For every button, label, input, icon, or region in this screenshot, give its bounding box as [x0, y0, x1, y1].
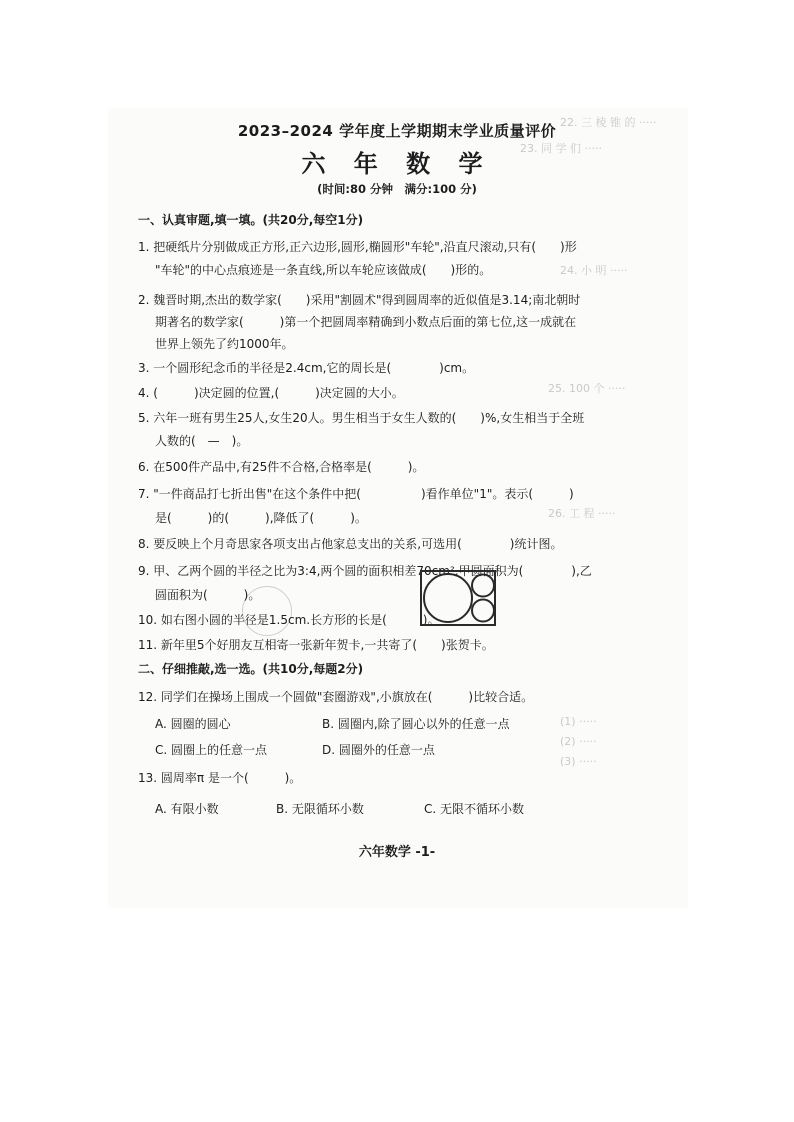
bleed-through-text: (2) ····· — [560, 735, 597, 748]
exam-meta: (时间:80 分钟 满分:100 分) — [317, 182, 477, 196]
question-5: 5. 六年一班有男生25人,女生20人。男生相当于女生人数的( )%,女生相当于全班 — [138, 411, 585, 425]
question-13: 13. 圆周率π 是一个( )。 — [138, 771, 302, 785]
question-12-option-b: B. 圆圈内,除了圆心以外的任意一点 — [322, 717, 510, 731]
question-7-cont: 是( )的( ),降低了( )。 — [155, 511, 367, 525]
question-10: 10. 如右图小圆的半径是1.5cm.长方形的长是( )。 — [138, 613, 440, 627]
question-8: 8. 要反映上个月奇思家各项支出占他家总支出的关系,可选用( )统计图。 — [138, 537, 563, 551]
section-heading-choice: 二、仔细推敲,选一选。(共10分,每题2分) — [138, 662, 364, 676]
bleed-through-text: (1) ····· — [560, 715, 597, 728]
section-heading-fill: 一、认真审题,填一填。(共20分,每空1分) — [138, 213, 364, 227]
question-9: 9. 甲、乙两个圆的半径之比为3:4,两个圆的面积相差70cm²,甲圆面积为( ),乙 — [138, 564, 592, 578]
question-2-cont: 世界上领先了约1000年。 — [155, 337, 294, 351]
question-1-cont: "车轮"的中心点痕迹是一条直线,所以车轮应该做成( )形的。 — [155, 263, 492, 277]
question-13-option-a: A. 有限小数 — [155, 802, 219, 816]
question-11: 11. 新年里5个好朋友互相寄一张新年贺卡,一共寄了( )张贺卡。 — [138, 638, 494, 652]
question-9-cont: 圆面积为( )。 — [155, 588, 261, 602]
question-12-option-c: C. 圆圈上的任意一点 — [155, 743, 268, 757]
question-3: 3. 一个圆形纪念币的半径是2.4cm,它的周长是( )cm。 — [138, 361, 475, 375]
bleed-through-text: 22. 三 棱 锥 的 ····· — [560, 116, 657, 129]
question-12: 12. 同学们在操场上围成一个圆做"套圈游戏",小旗放在( )比较合适。 — [138, 690, 534, 704]
question-4: 4. ( )决定圆的位置,( )决定圆的大小。 — [138, 386, 404, 400]
question-5-cont: 人数的( — )。 — [155, 434, 249, 448]
rectangle-circles-figure — [420, 570, 496, 626]
bleed-through-text: 26. 工 程 ····· — [548, 507, 616, 520]
question-13-option-c: C. 无限不循环小数 — [424, 802, 525, 816]
bleed-through-text: 25. 100 个 ····· — [548, 382, 626, 395]
question-2: 2. 魏晋时期,杰出的数学家( )采用"割圆术"得到圆周率的近似值是3.14;南北朝时 — [138, 293, 581, 307]
question-7: 7. "一件商品打七折出售"在这个条件中把( )看作单位"1"。表示( ) — [138, 487, 574, 501]
circles-diagram-icon — [422, 572, 494, 624]
question-2-cont: 期著名的数学家( )第一个把圆周率精确到小数点后面的第七位,这一成就在 — [155, 315, 577, 329]
question-13-option-b: B. 无限循环小数 — [276, 802, 364, 816]
page-footer: 六年数学 -1- — [358, 845, 436, 860]
question-6: 6. 在500件产品中,有25件不合格,合格率是( )。 — [138, 460, 425, 474]
bleed-through-text: 23. 同 学 们 ····· — [520, 142, 602, 155]
bleed-through-text: 24. 小 明 ····· — [560, 264, 628, 277]
bleed-through-text: (3) ····· — [560, 755, 597, 768]
subject-title: 六 年 数 学 — [301, 150, 493, 178]
exam-title: 2023–2024 学年度上学期期末学业质量评价 — [237, 122, 557, 140]
question-12-option-d: D. 圆圈外的任意一点 — [322, 743, 435, 757]
question-12-option-a: A. 圆圈的圆心 — [155, 717, 231, 731]
question-1: 1. 把硬纸片分别做成正方形,正六边形,圆形,椭圆形"车轮",沿直尺滚动,只有( )形 — [138, 240, 577, 254]
